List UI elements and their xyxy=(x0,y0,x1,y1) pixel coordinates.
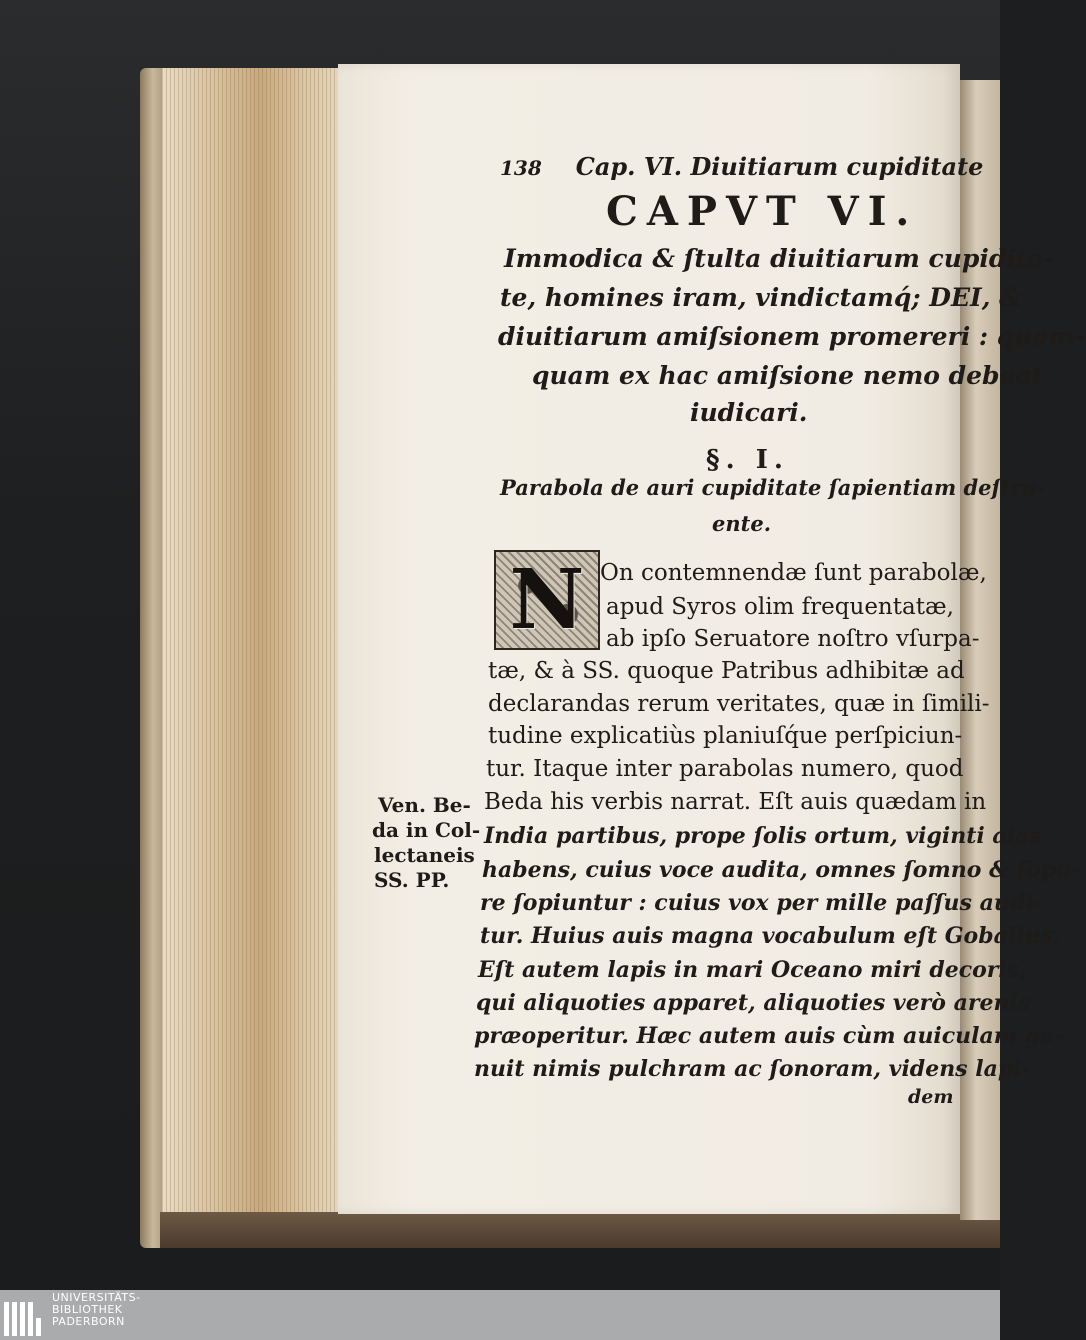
body-line: ab ipſo Seruatore noſtro vſurpa- xyxy=(606,626,980,652)
body-line: Beda his verbis narrat. Eſt auis quædam in xyxy=(484,789,987,815)
chapter-title-line: te, homines iram, vindictamq́; DEI, & xyxy=(500,283,1022,312)
library-logo-icon xyxy=(4,1296,46,1336)
marginal-note-line: Ven. Be- xyxy=(378,793,471,817)
marginal-note-line: lectaneis xyxy=(374,843,475,867)
body-line: declarandas rerum veritates, quæ in ſimili- xyxy=(488,691,990,717)
body-line: qui aliquoties apparet, aliquoties verò arenis xyxy=(476,990,1031,1016)
marginal-note-line: da in Col- xyxy=(372,818,481,842)
book-bottom-board xyxy=(160,1212,1000,1248)
catchword: dem xyxy=(908,1086,954,1108)
body-line: tur. Itaque inter parabolas numero, quod xyxy=(486,756,964,782)
library-logo-text-line: PADERBORN xyxy=(52,1315,125,1328)
decorated-initial xyxy=(494,550,600,650)
chapter-title-line: iudicari. xyxy=(690,398,808,427)
body-line: tæ, & à SS. quoque Patribus adhibitæ ad xyxy=(488,658,965,684)
body-line: nuit nimis pulchram ac ſonoram, videns lapi- xyxy=(474,1056,1031,1082)
section-heading: §. I. xyxy=(706,445,789,475)
initial-letter: N xyxy=(509,552,585,648)
library-logo-text-line: BIBLIOTHEK xyxy=(52,1303,123,1316)
running-title: Cap. VI. Diuitiarum cupiditate xyxy=(575,152,984,181)
body-line: præoperitur. Hæc autem auis cùm auiculam ge- xyxy=(474,1023,1064,1049)
section-subtitle-line: Parabola de auri cupiditate ſapientiam deſtru- xyxy=(500,475,1046,500)
chapter-heading: CAPVT VI. xyxy=(606,188,919,235)
marginal-note-line: SS. PP. xyxy=(374,868,450,892)
body-line: re ſopiuntur : cuius vox per mille paſſus audi- xyxy=(480,890,1043,916)
chapter-title-line: quam ex hac amiſsione nemo debeat xyxy=(532,361,1044,390)
body-line: tudine explicatiùs planiuſq́ue perſpiciun- xyxy=(488,723,963,749)
library-logo-text-line: UNIVERSITÄTS- xyxy=(52,1291,141,1304)
running-header xyxy=(500,152,983,181)
body-line: habens, cuius voce audita, omnes ſomno & ſopo- xyxy=(482,857,1080,883)
body-line: tur. Huius auis magna vocabulum eſt Goballus. xyxy=(480,923,1061,949)
footer-bar xyxy=(0,1290,1000,1340)
section-subtitle-line: ente. xyxy=(712,511,772,536)
chapter-title-line: diuitiarum amiſsionem promereri : quam- xyxy=(498,322,1086,351)
page-number: 138 xyxy=(500,156,542,180)
chapter-title-line: Immodica & ſtulta diuitiarum cupidita- xyxy=(504,244,1054,273)
body-line: apud Syros olim frequentatæ, xyxy=(606,594,954,620)
body-line: Eſt autem lapis in mari Oceano miri decoris, xyxy=(478,957,1027,983)
body-line: On contemnendæ ſunt parabolæ, xyxy=(600,560,987,586)
book-fore-edge xyxy=(162,68,341,1218)
body-line: India partibus, prope ſolis ortum, viginti alas xyxy=(484,823,1042,849)
